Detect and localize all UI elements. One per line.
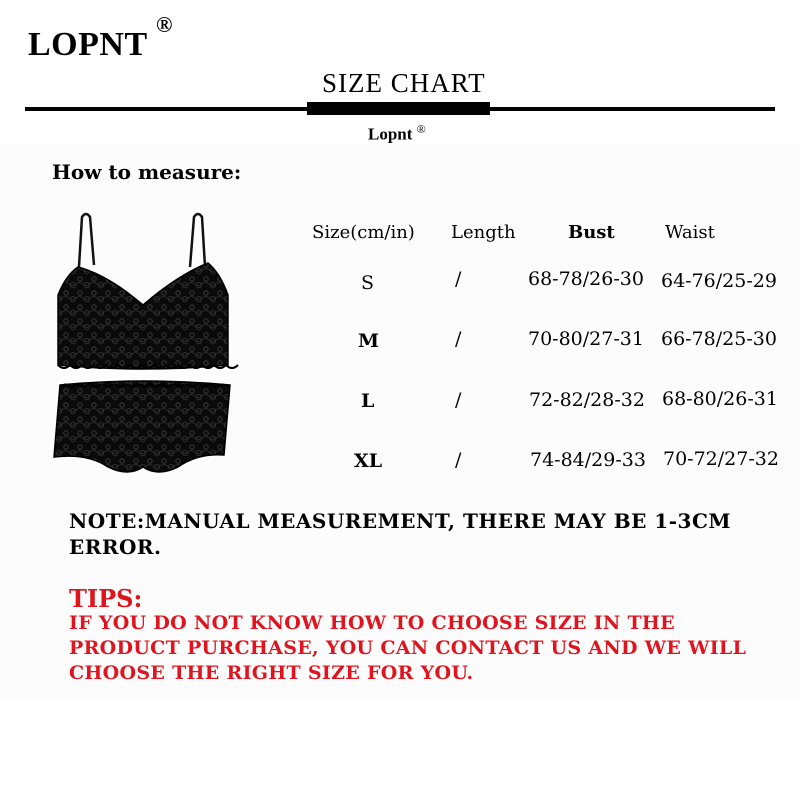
bust-cell: 70-80/27-31 [528,328,644,350]
waist-cell: 70-72/27-32 [663,448,779,470]
tips-heading: TIPS: [69,584,143,613]
size-cell: S [361,272,375,294]
sub-brand-label: Lopnt [368,124,413,144]
product-image [48,205,248,495]
lace-shorts [54,381,230,472]
how-to-measure-heading: How to measure: [52,160,242,184]
column-header-waist: Waist [665,222,715,243]
length-cell: / [455,328,462,350]
bust-cell: 72-82/28-32 [529,389,645,411]
column-header-bust: Bust [568,222,615,243]
column-header-size: Size(cm/in) [312,222,415,243]
sub-brand [368,122,426,145]
length-cell: / [455,449,462,471]
page-title: SIZE CHART [322,68,486,98]
waist-cell: 64-76/25-29 [661,270,777,292]
waist-cell: 68-80/26-31 [662,388,778,410]
size-cell: XL [354,450,383,472]
bust-cell: 68-78/26-30 [528,268,644,290]
size-cell: M [358,330,380,352]
tips-text: IF YOU DO NOT KNOW HOW TO CHOOSE SIZE IN THE PRODUCT PURCHASE, YOU CAN CONTACT US AND WE WILL CHOOSE THE RIGHT SIZE FOR YOU. [69,612,747,684]
bralette [58,263,228,369]
divider-accent-bar [307,102,490,115]
size-cell: L [361,390,375,412]
measurement-note: NOTE:MANUAL MEASUREMENT, THERE MAY BE 1-3CM ERROR. [69,509,731,559]
length-cell: / [455,268,462,290]
column-header-length: Length [451,222,516,243]
waist-cell: 66-78/25-30 [661,328,777,350]
bust-cell: 74-84/29-33 [530,449,646,471]
length-cell: / [455,389,462,411]
sub-brand-registered-mark: ® [416,122,426,136]
registered-mark: ® [156,12,173,37]
brand-logo: LOPNT [28,26,148,63]
